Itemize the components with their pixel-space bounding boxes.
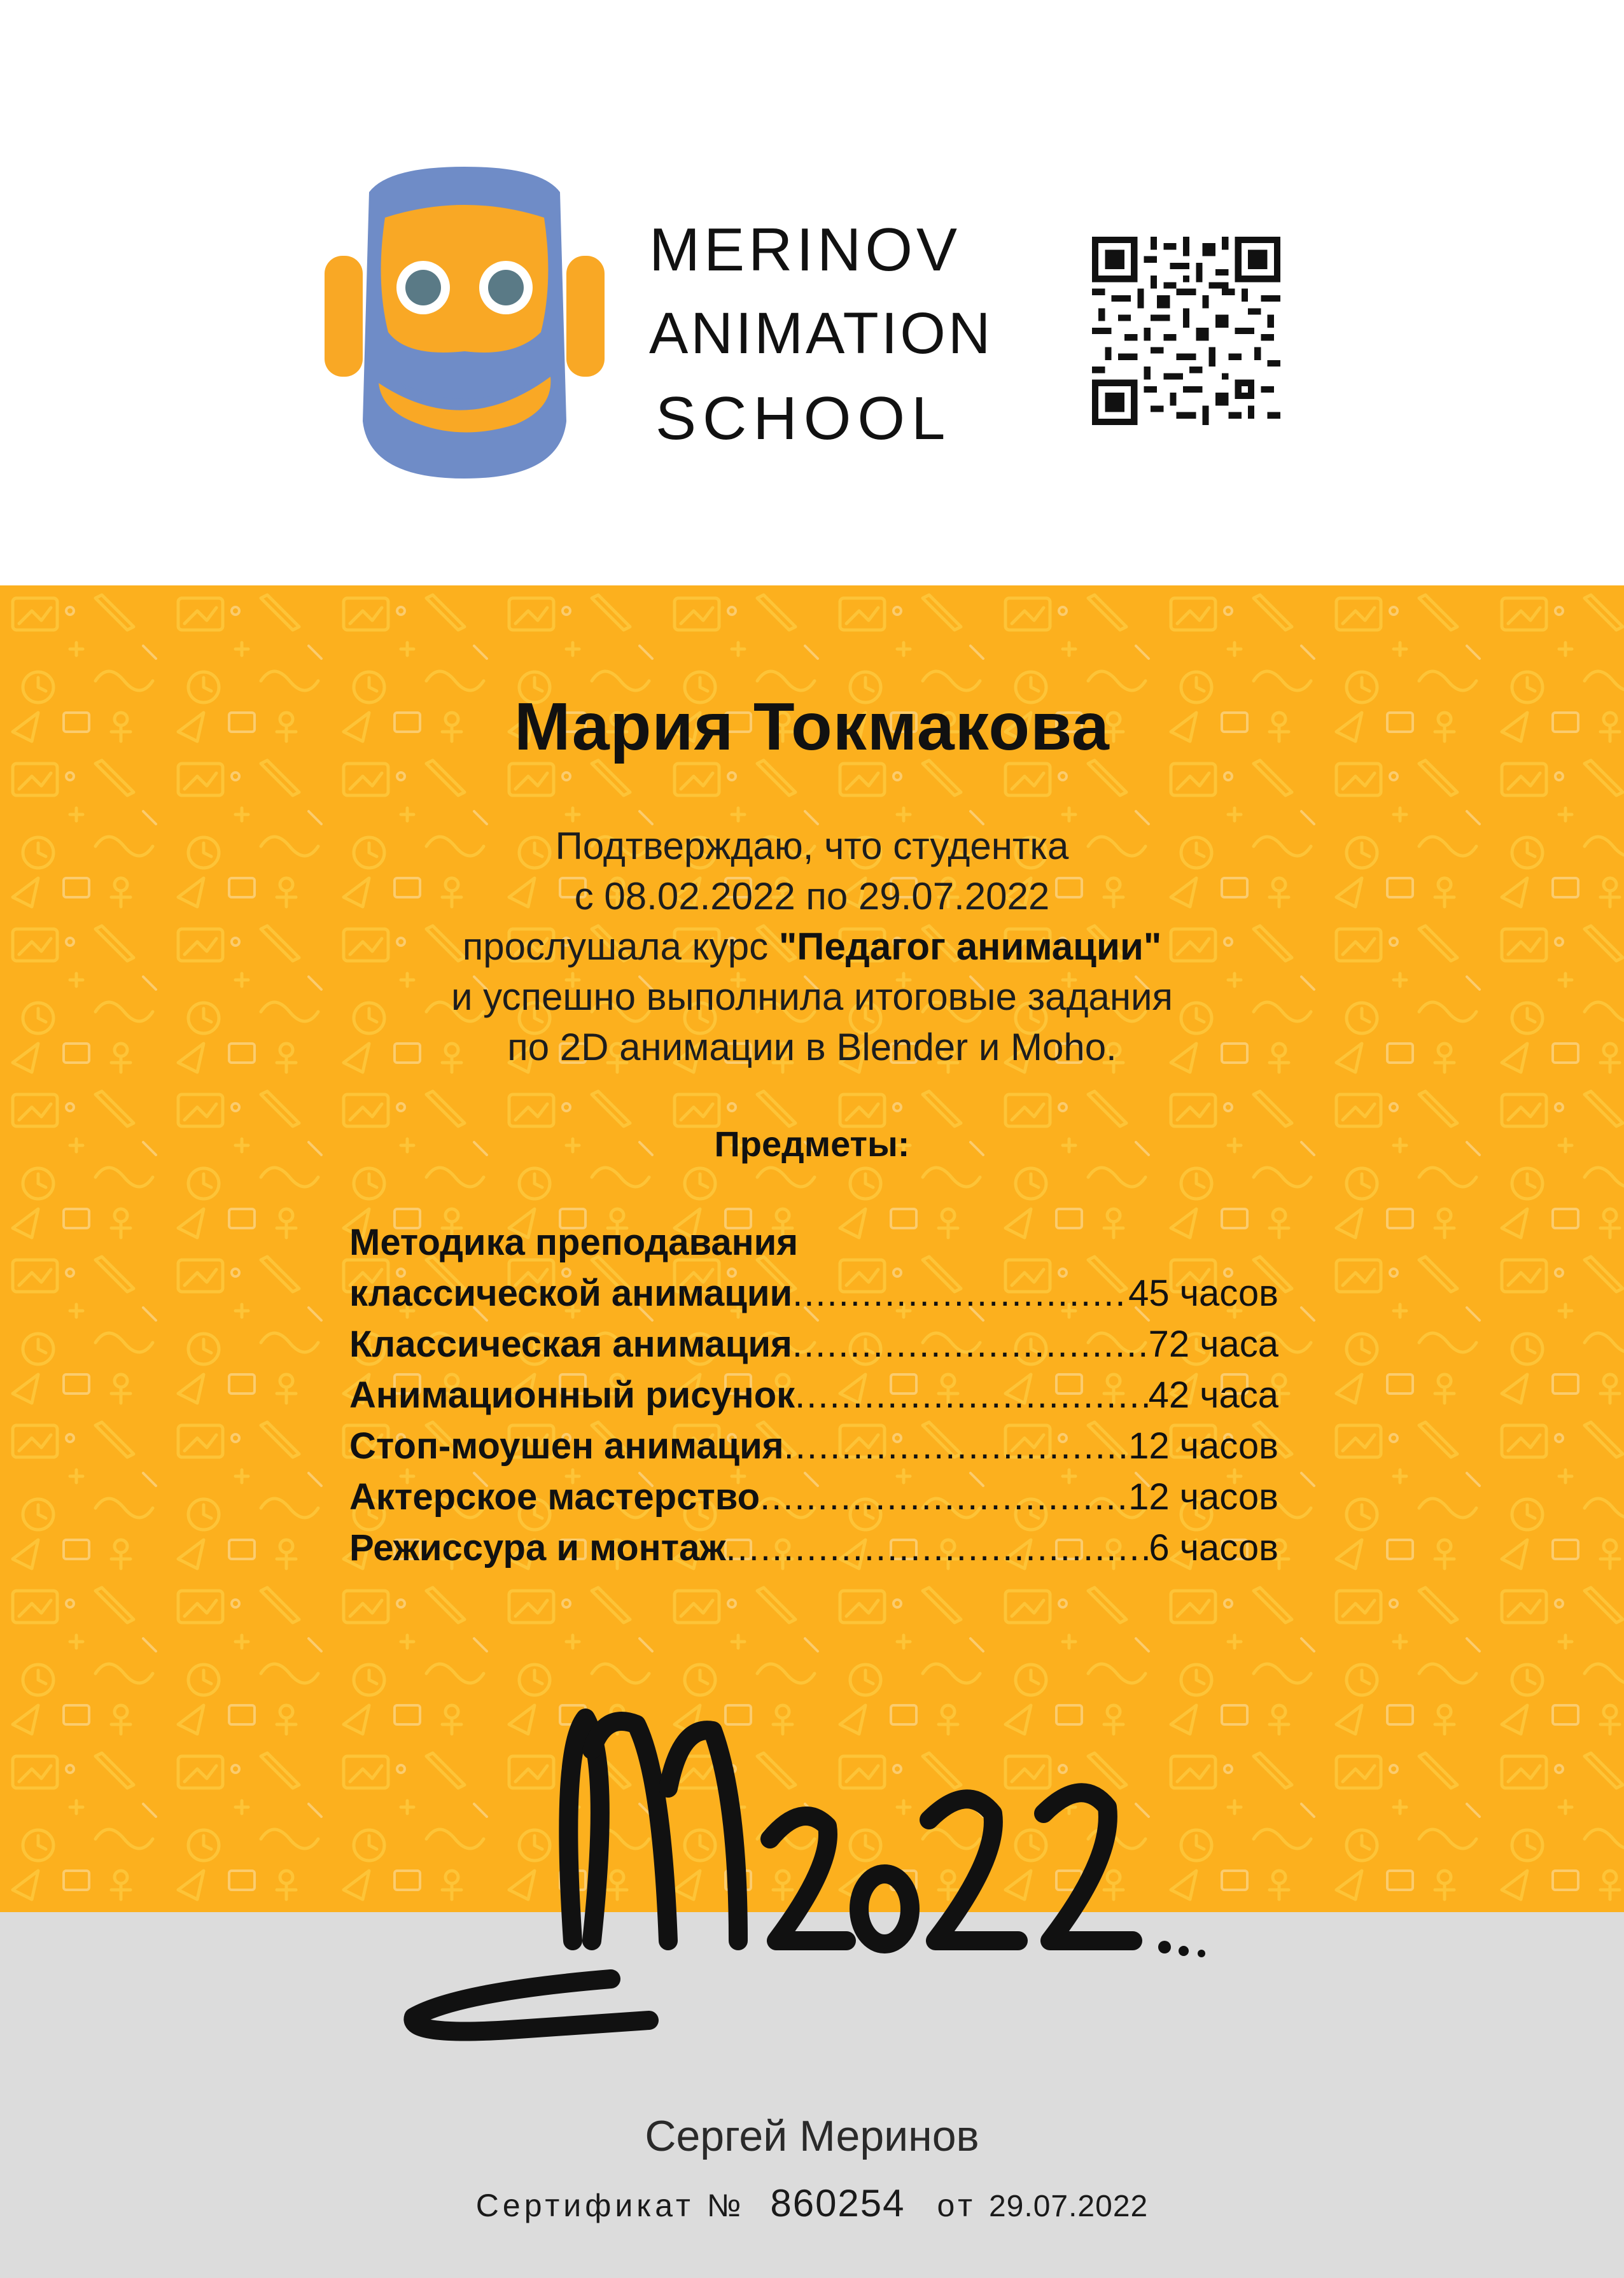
school-wordmark bbox=[643, 210, 1025, 452]
handwritten-signature bbox=[382, 1674, 1285, 2055]
certificate-date: 29.07.2022 bbox=[988, 2190, 1149, 2223]
subject-name: Методика преподавания bbox=[349, 1222, 799, 1263]
leader-dots bbox=[725, 1523, 1149, 1574]
subject-row-6 bbox=[349, 1523, 1278, 1574]
statement-line-4: и успешно выполнила итоговые задания bbox=[451, 975, 1173, 1018]
subject-row-2 bbox=[349, 1319, 1278, 1370]
subject-hours: 6 часов bbox=[1149, 1527, 1278, 1569]
leader-dots bbox=[784, 1421, 1129, 1472]
wordmark-line2: ANIMATION bbox=[649, 301, 993, 366]
wordmark-line1: MERINOV bbox=[649, 216, 962, 284]
subject-name: классической анимации bbox=[349, 1273, 793, 1314]
subject-hours: 45 часов bbox=[1128, 1273, 1278, 1314]
statement-line-5: по 2D анимации в Blender и Moho. bbox=[507, 1026, 1117, 1068]
subject-row-3 bbox=[349, 1370, 1278, 1421]
subject-row-1 bbox=[349, 1268, 1278, 1319]
student-name: Мария Токмакова bbox=[514, 689, 1110, 764]
certificate-number: 860254 bbox=[770, 2182, 906, 2225]
certificate-date-prefix: от bbox=[937, 2188, 977, 2223]
qr-code-icon bbox=[1092, 237, 1280, 425]
subject-name: Актерское мастерство bbox=[349, 1476, 760, 1518]
subject-name: Анимационный рисунок bbox=[349, 1374, 795, 1416]
subject-name: Классическая анимация bbox=[349, 1324, 792, 1365]
statement-line-1: Подтверждаю, что студентка bbox=[555, 825, 1069, 867]
subject-hours: 72 часа bbox=[1148, 1324, 1278, 1365]
robot-face-logo-icon bbox=[325, 167, 605, 479]
completion-statement bbox=[239, 821, 1385, 1072]
leader-dots bbox=[792, 1319, 1149, 1370]
statement-line-3 bbox=[239, 921, 1385, 972]
signer-name: Сергей Меринов bbox=[645, 2112, 979, 2160]
subjects-heading: Предметы: bbox=[714, 1124, 910, 1164]
wordmark-line3: SCHOOL bbox=[655, 384, 952, 452]
subject-hours: 12 часов bbox=[1128, 1425, 1278, 1467]
certificate-number-line bbox=[0, 2181, 1624, 2225]
subject-hours: 12 часов bbox=[1128, 1476, 1278, 1518]
subject-name: Стоп-моушен анимация bbox=[349, 1425, 784, 1467]
statement-line-2: с 08.02.2022 по 29.07.2022 bbox=[574, 875, 1050, 918]
certificate-label: Сертификат № bbox=[475, 2188, 745, 2223]
leader-dots bbox=[760, 1472, 1128, 1523]
subject-row-5 bbox=[349, 1472, 1278, 1523]
subject-row-1-line-1 bbox=[349, 1217, 1278, 1268]
course-name: "Педагог анимации" bbox=[778, 925, 1162, 968]
statement-line-3-prefix: прослушала курс bbox=[462, 925, 779, 968]
subjects-list bbox=[349, 1217, 1278, 1574]
subject-row-4 bbox=[349, 1421, 1278, 1472]
subject-hours: 42 часа bbox=[1148, 1374, 1278, 1416]
leader-dots bbox=[792, 1268, 1128, 1319]
leader-dots bbox=[795, 1370, 1148, 1421]
subject-name: Режиссура и монтаж bbox=[349, 1527, 726, 1569]
